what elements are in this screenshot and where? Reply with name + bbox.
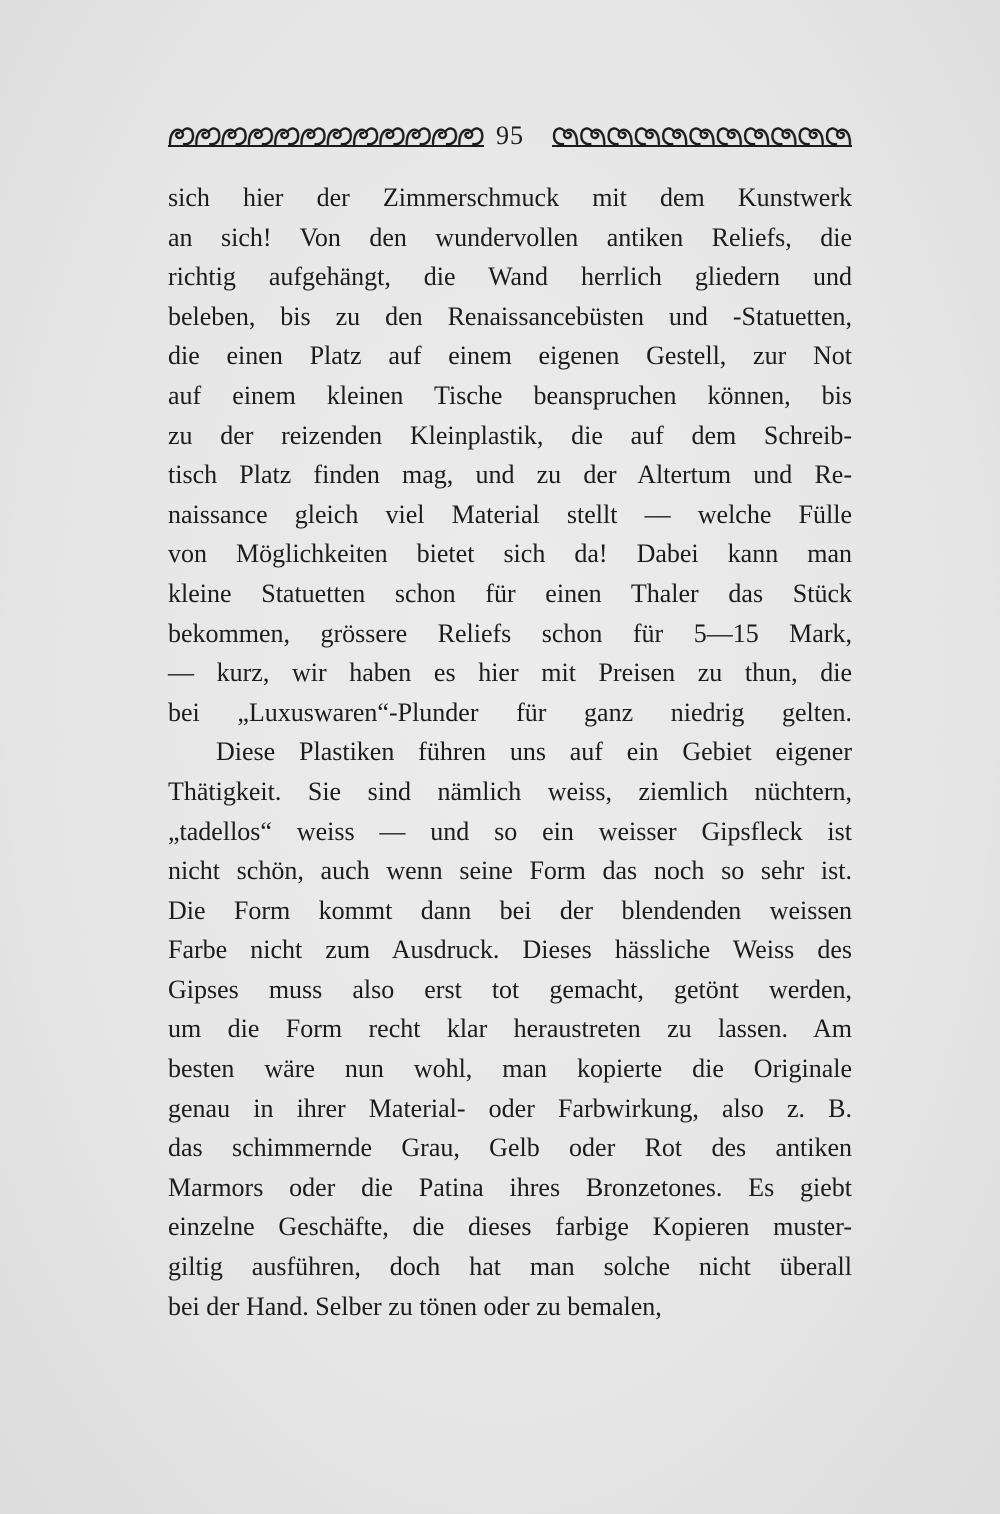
- running-header: [168, 118, 852, 154]
- text-line: tisch Platz finden mag, und zu der Altertum und Re-: [168, 460, 852, 490]
- text-line: zu der reizenden Kleinplastik, die auf dem Schreib-: [168, 420, 852, 450]
- text-line: an sich! Von den wundervollen antiken Reliefs, die: [168, 222, 852, 252]
- text-line: naissance gleich viel Material stellt — welche Fülle: [168, 499, 852, 529]
- text-line: besten wäre nun wohl, man kopierte die Originale: [168, 1054, 852, 1084]
- page-number: 95: [496, 121, 524, 150]
- text-line: das schimmernde Grau, Gelb oder Rot des antiken: [168, 1133, 852, 1163]
- text-line: Diese Plastiken führen uns auf ein Gebiet eigener: [216, 737, 852, 767]
- header-ornament-right: [552, 122, 852, 150]
- text-line: die einen Platz auf einem eigenen Gestell, zur Not: [168, 341, 852, 371]
- body-text: [168, 178, 852, 1326]
- text-line: um die Form recht klar heraustreten zu lassen. Am: [168, 1014, 852, 1044]
- text-line: sich hier der Zimmerschmuck mit dem Kunstwerk: [168, 183, 852, 212]
- text-line: giltig ausführen, doch hat man solche nicht überall: [168, 1252, 852, 1282]
- text-line: bei der Hand. Selber zu tönen oder zu bemalen,: [168, 1291, 662, 1321]
- text-line: Gipses muss also erst tot gemacht, getönt werden,: [168, 974, 852, 1004]
- text-line: Die Form kommt dann bei der blendenden weissen: [168, 895, 852, 925]
- text-line: „tadellos“ weiss — und so ein weisser Gipsfleck ist: [168, 816, 852, 846]
- text-line: genau in ihrer Material- oder Farbwirkung, also z. B.: [168, 1093, 852, 1123]
- text-line: nicht schön, auch wenn seine Form das noch so sehr ist.: [168, 856, 852, 886]
- text-line: auf einem kleinen Tische beanspruchen können, bis: [168, 380, 852, 410]
- text-line: kleine Statuetten schon für einen Thaler das Stück: [168, 578, 852, 608]
- text-line: richtig aufgehängt, die Wand herrlich gliedern und: [168, 262, 852, 292]
- text-line: Thätigkeit. Sie sind nämlich weiss, ziemlich nüchtern,: [168, 776, 852, 806]
- scroll-ornament-left-icon: [168, 122, 484, 150]
- text-line: bei „Luxuswaren“-Plunder für ganz niedrig gelten.: [168, 697, 852, 727]
- text-line: Farbe nicht zum Ausdruck. Dieses hässliche Weiss des: [168, 935, 852, 965]
- header-ornament-left: [168, 122, 484, 150]
- scroll-ornament-right-icon: [552, 122, 852, 150]
- text-line: — kurz, wir haben es hier mit Preisen zu thun, die: [168, 658, 852, 688]
- text-line: einzelne Geschäfte, die dieses farbige Kopieren muster-: [168, 1212, 852, 1242]
- text-line: bekommen, grössere Reliefs schon für 5—15 Mark,: [168, 618, 852, 648]
- text-line: von Möglichkeiten bietet sich da! Dabei kann man: [168, 539, 852, 569]
- text-line: Marmors oder die Patina ihres Bronzetones. Es giebt: [168, 1172, 852, 1202]
- text-line: beleben, bis zu den Renaissancebüsten und -Statuetten,: [168, 301, 852, 331]
